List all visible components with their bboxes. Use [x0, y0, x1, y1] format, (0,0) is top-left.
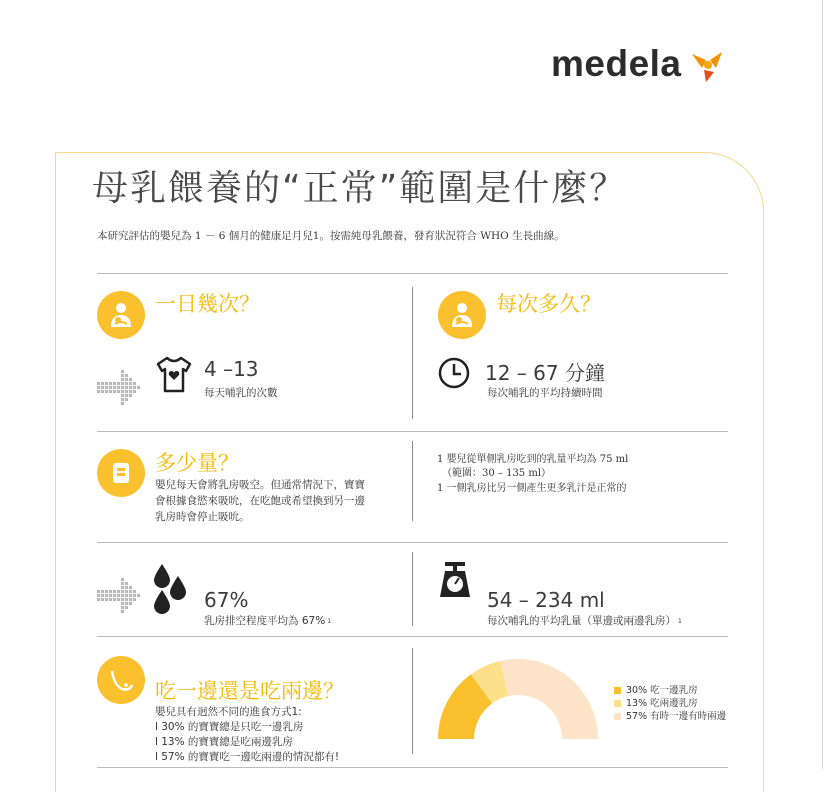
duration-value: 12 – 67 分鐘	[485, 361, 605, 385]
feeding-sides-chart	[436, 655, 600, 741]
amount-note-range: （範圍：30 – 135 ml）	[442, 468, 552, 479]
section-heading-times: 一日幾次？	[155, 292, 260, 316]
divider	[97, 767, 728, 768]
sides-intro: 嬰兒具有迥然不同的進食方式1:	[155, 706, 302, 718]
volume-caption	[487, 613, 682, 628]
breast-icon	[97, 656, 145, 704]
medela-flower-icon	[688, 48, 726, 84]
column-divider	[412, 552, 413, 626]
sides-bullet: l 30% 的寶寶總是只吃一邊乳房	[155, 721, 304, 733]
medela-logo	[551, 42, 726, 86]
chart-legend	[614, 684, 726, 723]
mother-baby-icon	[438, 291, 486, 339]
times-value: 4 –13	[204, 357, 259, 381]
milk-drops-icon	[150, 562, 190, 616]
legend-label: 30% 吃一邊乳房	[626, 685, 698, 696]
amount-note-average: 1 嬰兒從單側乳房吃到的乳量平均為 75 ml	[437, 454, 629, 465]
volume-value: 54 – 234 ml	[487, 588, 605, 612]
legend-item	[614, 710, 726, 723]
divider	[97, 542, 728, 543]
times-caption: 每天哺乳的次數	[204, 387, 278, 399]
legend-label: 13% 吃兩邊乳房	[626, 698, 698, 709]
clock-icon	[437, 356, 471, 390]
empty-rate-value: 67%	[204, 588, 249, 612]
divider	[97, 273, 728, 274]
scale-icon	[437, 560, 473, 598]
divider	[97, 431, 728, 432]
empty-rate-ref: 1	[327, 618, 332, 625]
sides-bullet: l 13% 的寶寶總是吃兩邊乳房	[155, 736, 293, 748]
amount-note-sides: 1 一側乳房比另一側產生更多乳汁是正常的	[437, 483, 627, 494]
bottle-icon	[97, 449, 145, 497]
arrow-pixel-icon	[97, 370, 143, 408]
divider	[97, 636, 728, 637]
volume-text: 每次哺乳的平均乳量（單邊或兩邊乳房）	[487, 615, 676, 627]
mother-baby-icon	[97, 291, 145, 339]
column-divider	[412, 648, 413, 754]
sides-text	[155, 705, 339, 765]
legend-item	[614, 684, 726, 697]
volume-ref: 1	[678, 618, 682, 625]
chart-slice	[501, 659, 598, 739]
empty-rate-text: 乳房排空程度平均為 67%	[204, 615, 326, 627]
column-divider	[412, 441, 413, 521]
brand-name: medela	[551, 43, 682, 84]
page-title: 母乳餵養的“正常”範圍是什麼？	[92, 168, 628, 209]
arrow-pixel-icon	[97, 578, 143, 616]
page-subtitle: 本研究評估的嬰兒為 1 － 6 個月的健康足月兒1。按需純母乳餵養，發育狀況符合 WHO 生長曲線。	[97, 230, 565, 242]
sides-bullet: l 57% 的寶寶吃一邊吃兩邊的情況都有!	[155, 751, 340, 763]
column-divider	[412, 287, 413, 419]
section-heading-duration: 每次多久？	[496, 292, 601, 316]
legend-swatch	[614, 700, 621, 707]
section-heading-amount: 多少量？	[155, 451, 239, 475]
empty-rate-caption	[204, 613, 331, 628]
section-heading-sides: 吃一邊還是吃兩邊？	[155, 679, 344, 703]
legend-item	[614, 697, 726, 710]
legend-swatch	[614, 687, 621, 694]
legend-swatch	[614, 713, 621, 720]
amount-body: 嬰兒每天會將乳房吸空。但通常情況下，寶寶會根據食慾來吸吮，在吃飽或希望換到另一邊乳房時會停止吸吮。	[155, 479, 365, 523]
onesie-heart-icon	[155, 355, 193, 395]
legend-label: 57% 有時一邊有時兩邊	[626, 711, 727, 722]
duration-caption: 每次哺乳的平均持續時間	[487, 387, 603, 399]
